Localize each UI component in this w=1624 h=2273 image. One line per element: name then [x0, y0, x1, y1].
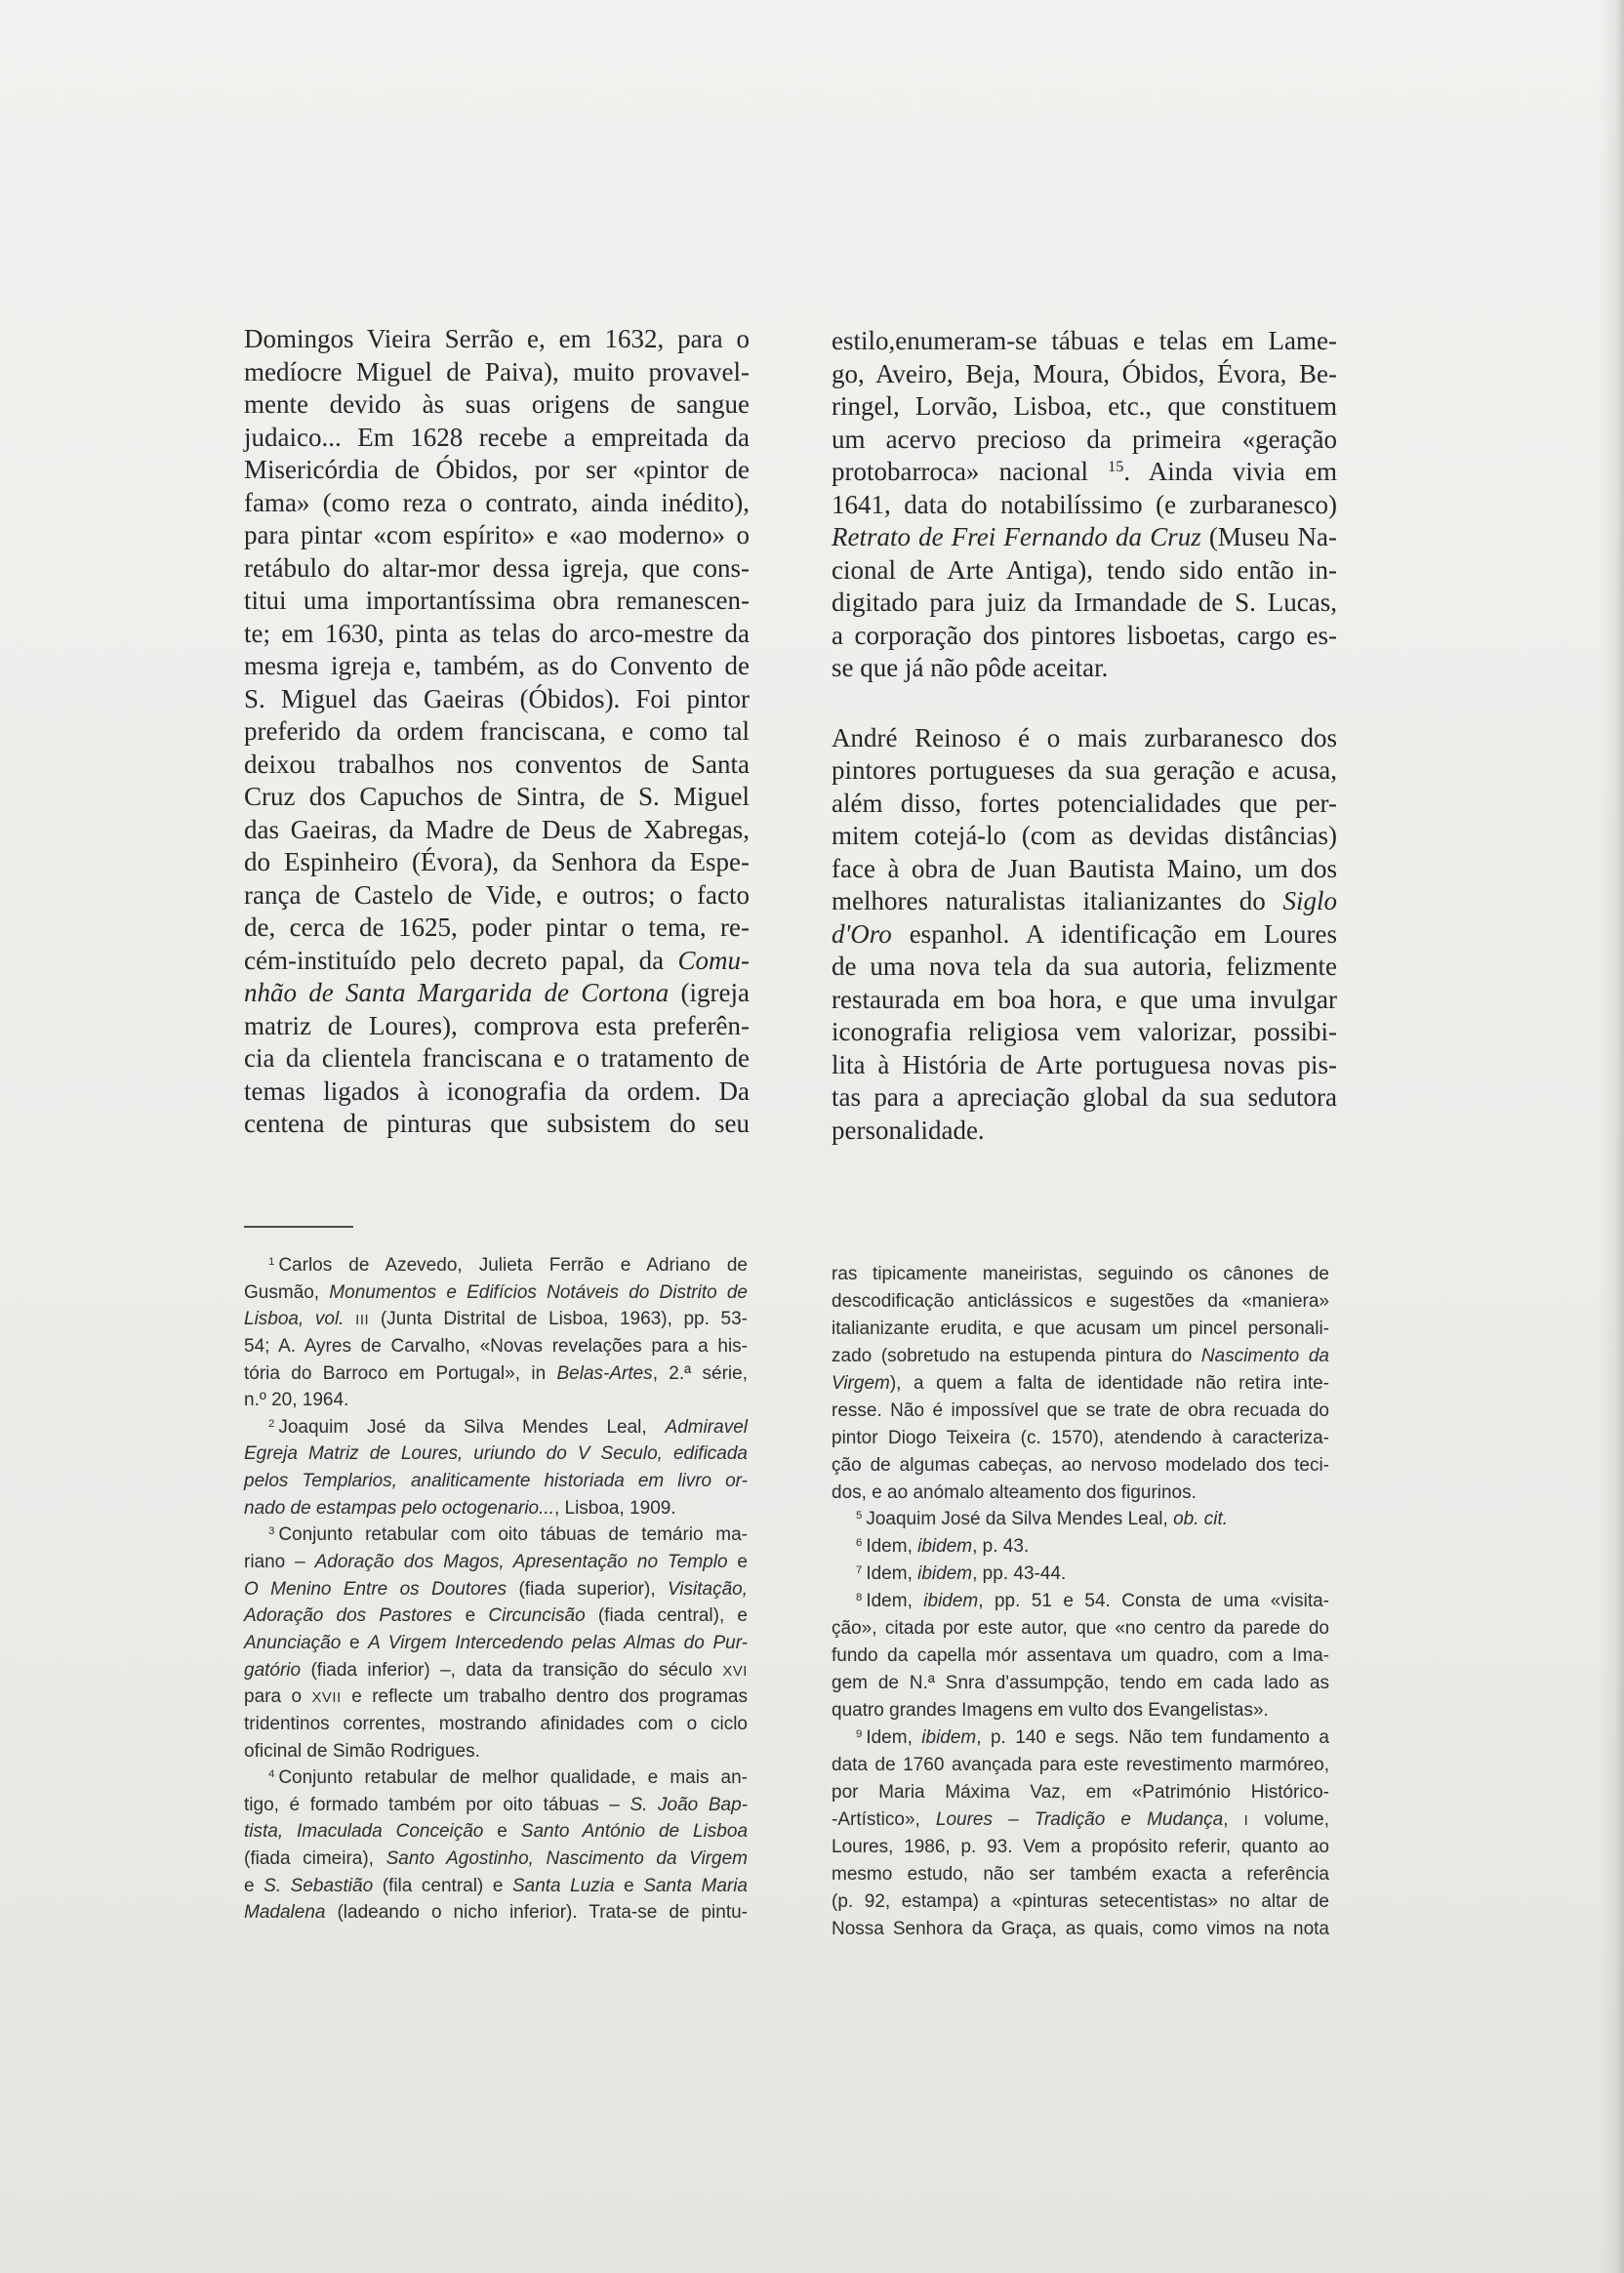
footnote [832, 1533, 1329, 1561]
footnote-number: 1 [268, 1255, 275, 1268]
text-line [832, 489, 1337, 522]
text-line [244, 977, 750, 1010]
text-run: medíocre Miguel de Paiva), muito provavel- [244, 356, 750, 386]
text-run: estilo,enumeram-se tábuas e telas em Lame- [832, 326, 1337, 355]
text-run: cia da clientela franciscana e o tratamento de [244, 1043, 750, 1073]
italic-text: Visitação, [667, 1578, 748, 1600]
footnote-line [832, 1670, 1329, 1697]
text-line [832, 554, 1337, 588]
italic-text: O Menino Entre os Doutores [244, 1578, 508, 1600]
text-line [244, 618, 750, 651]
italic-text: Egreja Matriz de Loures, uriundo do V Seculo, edificada [244, 1443, 748, 1465]
footnote-line [832, 1888, 1329, 1916]
footnote-line [244, 1684, 748, 1711]
footnote-line [244, 1846, 748, 1873]
italic-text: Nascimento da [1200, 1345, 1329, 1366]
italic-text: ob. cit. [1173, 1509, 1229, 1530]
text-run: judaico... Em 1628 recebe a empreitada da [244, 422, 750, 452]
text-run: ringel, Lorvão, Lisboa, etc., que constituem [832, 391, 1337, 421]
footnote-line [244, 1468, 748, 1495]
footnote-line [244, 1414, 748, 1441]
text-line [244, 814, 750, 847]
footnote-line [832, 1506, 1329, 1533]
text-line [832, 1115, 1337, 1148]
footnote-line [244, 1765, 748, 1792]
footnote-line [244, 1549, 748, 1576]
text-line [832, 1016, 1337, 1049]
text-run: mesma igreja e, também, as do Convento de [244, 651, 750, 680]
footnote-line [832, 1697, 1329, 1725]
footnote-line [244, 1495, 748, 1522]
text-run: (fiada central), e [585, 1605, 748, 1627]
footnote [832, 1506, 1329, 1533]
text-run: personalidade. [832, 1115, 985, 1145]
footnote [244, 1414, 748, 1522]
small-caps: XVI [722, 1663, 748, 1680]
main-text-left-column [244, 323, 750, 1141]
text-run: Idem, [866, 1563, 918, 1585]
small-caps: XVII [311, 1690, 342, 1707]
text-run: gem de N.ª Snra d'assumpção, tendo em cada lado as [832, 1673, 1329, 1694]
text-run: ção», citada por este autor, que «no centro da parede do [832, 1618, 1329, 1640]
superscript: 15 [1108, 458, 1124, 476]
text-run: e [452, 1605, 489, 1627]
footnote-line [832, 1725, 1329, 1752]
footnote-line [832, 1752, 1329, 1779]
text-line [244, 683, 750, 716]
footnote-line [244, 1630, 748, 1657]
italic-text: Anunciação [244, 1632, 342, 1653]
text-run: face à obra de Juan Bautista Maino, um dos [832, 853, 1337, 883]
text-run: deixou trabalhos nos conventos de Santa [244, 749, 750, 779]
italic-text: Santa Maria [643, 1875, 749, 1896]
text-line [244, 879, 750, 913]
text-run: riano – [244, 1552, 315, 1573]
footnote-number: 5 [856, 1510, 863, 1522]
footnote-number: 8 [856, 1591, 863, 1603]
text-run: go, Aveiro, Beja, Moura, Óbidos, Évora, Be- [832, 358, 1337, 388]
italic-text: d'Oro [832, 918, 892, 949]
text-line [244, 552, 750, 586]
text-run: para pintar «com espírito» e «ao moderno» o [244, 520, 750, 549]
footnotes-left-column [244, 1252, 748, 1927]
italic-text: Admiravel [665, 1416, 748, 1438]
text-line [832, 652, 1337, 685]
italic-text: Circuncisão [488, 1605, 586, 1627]
text-line [244, 749, 750, 782]
italic-text: nado de estampas pelo octogenario... [244, 1497, 554, 1519]
text-line [832, 754, 1337, 788]
italic-text: nhão de Santa Margarida de Cortona [244, 978, 670, 1007]
footnote [832, 1725, 1329, 1943]
footnote-number: 6 [856, 1537, 863, 1550]
text-line [832, 885, 1337, 918]
paragraph [832, 325, 1337, 685]
text-line [244, 388, 750, 422]
text-run: de, cerca de 1625, poder pintar o tema, re- [244, 913, 750, 942]
text-run: Domingos Vieira Serrão e, em 1632, para o [244, 324, 750, 353]
footnote-line [832, 1643, 1329, 1670]
footnote-line [244, 1306, 748, 1333]
text-run: volume, [1248, 1808, 1329, 1830]
text-run: , 2.ª série, [652, 1362, 748, 1384]
text-run: Idem, [866, 1536, 918, 1558]
text-run: pintores portugueses da sua geração e acusa, [832, 755, 1337, 785]
text-run: tória do Barroco em Portugal», in [244, 1362, 557, 1384]
text-run: centena de pinturas que subsistem do seu [244, 1109, 750, 1138]
text-run: preferido da ordem franciscana, e como tal [244, 716, 750, 746]
text-run: cional de Arte Antiga), tendo sido então in- [832, 554, 1337, 585]
text-run: por Maria Máxima Vaz, em «Património Histórico- [832, 1781, 1329, 1803]
footnote-line [832, 1425, 1329, 1452]
italic-text: Retrato de Frei Fernando da Cruz [832, 522, 1201, 551]
footnotes-right-column [832, 1261, 1329, 1942]
footnote-line [832, 1806, 1329, 1834]
text-line [832, 325, 1337, 358]
text-line [832, 820, 1337, 853]
main-text-right-column [832, 325, 1337, 1147]
text-line [832, 587, 1337, 620]
text-run: Joaquim José da Silva Mendes Leal, [866, 1509, 1174, 1530]
footnote-number: 2 [268, 1417, 275, 1430]
italic-text: Santo António de Lisboa [520, 1821, 749, 1843]
small-caps: I [1243, 1812, 1249, 1829]
text-line [244, 912, 750, 945]
footnote-line [832, 1316, 1329, 1343]
footnote-line [244, 1333, 748, 1360]
text-line [832, 390, 1337, 424]
text-run: Conjunto retabular com oito tábuas de temário ma- [278, 1524, 748, 1546]
text-run: S. Miguel das Gaeiras (Óbidos). Foi pintor [244, 683, 750, 713]
text-run [344, 1309, 355, 1329]
text-run: mente devido às suas origens de sangue [244, 389, 750, 419]
text-run: zado (sobretudo na estupenda pintura do [832, 1345, 1201, 1366]
text-line [244, 323, 750, 356]
text-run: André Reinoso é o mais zurbaranesco dos [832, 722, 1337, 752]
italic-text: Lisboa, vol. [244, 1309, 345, 1330]
text-run: do Espinheiro (Évora), da Senhora da Espe- [244, 847, 750, 876]
text-line [832, 951, 1337, 984]
text-run: descodificação anticlássicos e sugestões da «maniera» [832, 1290, 1329, 1312]
footnote-line [244, 1657, 748, 1684]
text-line [832, 984, 1337, 1017]
page-edge-shadow [1599, 0, 1624, 2273]
text-line [244, 1108, 750, 1141]
text-run: retábulo do altar-mor dessa igreja, que cons- [244, 552, 750, 583]
footnote-line [244, 1873, 748, 1900]
text-line [244, 1042, 750, 1076]
text-line [832, 1081, 1337, 1115]
text-line [244, 715, 750, 749]
text-run: n.º 20, 1964. [244, 1390, 349, 1411]
text-line [244, 1076, 750, 1109]
text-run: restaurada em boa hora, e que uma invulgar [832, 984, 1337, 1014]
italic-text: S. João Bap- [629, 1794, 748, 1815]
italic-text: ibidem [917, 1536, 973, 1558]
footnote-line [832, 1861, 1329, 1888]
text-line [244, 1010, 750, 1043]
italic-text: tista, Imaculada Conceição [244, 1821, 484, 1843]
italic-text: Monumentos e Edifícios Notáveis do Distrito de [329, 1281, 749, 1303]
text-line [832, 1049, 1337, 1082]
text-run: te; em 1630, pinta as telas do arco-mestre da [244, 618, 750, 648]
italic-text: Loures – Tradição e Mudança [935, 1808, 1224, 1830]
text-run: (fiada cimeira), [244, 1848, 386, 1870]
italic-text: A Virgem Intercedendo pelas Almas do Pur- [368, 1632, 748, 1653]
footnote-line [832, 1398, 1329, 1425]
text-run: e reflecte um trabalho dentro dos programas [341, 1686, 748, 1708]
text-run: rança de Castelo de Vide, e outros; o facto [244, 879, 750, 910]
footnote-line [244, 1711, 748, 1738]
text-run: ção de algumas cabeças, ao nervoso modelado dos teci- [832, 1454, 1329, 1476]
footnote-line [244, 1279, 748, 1307]
text-run: Gusmão, [244, 1281, 330, 1303]
text-line [244, 945, 750, 978]
text-run: fundo da capella mór assentava um quadro, com a Ima- [832, 1645, 1329, 1667]
text-run: e [614, 1875, 644, 1896]
italic-text: Madalena [244, 1902, 326, 1924]
footnote-line [832, 1779, 1329, 1806]
text-run: tigo, é formado também por oito tábuas – [244, 1794, 630, 1815]
footnote-number: 7 [856, 1564, 863, 1577]
text-run: tridentinos correntes, mostrando afinidades com o ciclo [244, 1713, 748, 1734]
footnote-line [832, 1452, 1329, 1480]
text-run: e [727, 1552, 748, 1573]
text-run: a corporação dos pintores lisboetas, cargo es- [832, 620, 1337, 650]
text-run: , p. 43. [972, 1536, 1030, 1558]
italic-text: Adoração dos Pastores [244, 1605, 453, 1627]
text-run: digitado para juiz da Irmandade de S. Lucas, [832, 588, 1337, 617]
text-line [244, 487, 750, 520]
text-run: Misericórdia de Óbidos, por ser «pintor de [244, 455, 750, 484]
footnote [244, 1522, 748, 1765]
text-run: ), a quem a falta de identidade não retira inte- [889, 1372, 1329, 1394]
text-run: quatro grandes Imagens em vulto dos Evangelistas». [832, 1700, 1269, 1721]
text-run: pintor Diogo Teixeira (c. 1570), atendendo à caracteriza- [832, 1427, 1329, 1448]
text-line [832, 521, 1337, 554]
text-line [832, 358, 1337, 391]
text-run: italianizante erudita, e que acusam um pincel personali- [832, 1318, 1329, 1339]
text-run: (fila central) e [373, 1875, 512, 1896]
italic-text: Santo Agostinho, Nascimento da Virgem [386, 1848, 749, 1870]
text-run: melhores naturalistas italianizantes do [832, 886, 1283, 915]
small-caps: III [355, 1313, 370, 1329]
text-run: Carlos de Azevedo, Julieta Ferrão e Adriano de [278, 1255, 748, 1276]
footnote-line [832, 1615, 1329, 1643]
text-line [244, 356, 750, 389]
text-run: de uma nova tela da sua autoria, felizmente [832, 952, 1337, 981]
footnote-number: 3 [268, 1525, 275, 1538]
text-run: e [341, 1632, 369, 1653]
text-run: Nossa Senhora da Graça, as quais, como vimos na nota [832, 1918, 1329, 1939]
text-run: dos, e ao anómalo alteamento dos figurinos. [832, 1482, 1197, 1503]
paragraph [244, 323, 750, 1141]
text-run: (fiada superior), [507, 1578, 668, 1600]
footnote-line [832, 1916, 1329, 1943]
text-line [244, 519, 750, 552]
text-run: data de 1760 avançada para este revestimento marmóreo, [832, 1754, 1329, 1775]
footnote-line [244, 1252, 748, 1279]
text-run: Idem, [866, 1591, 924, 1612]
text-run: matriz de Loures), comprova esta preferên- [244, 1010, 750, 1040]
text-line [244, 650, 750, 683]
text-run: Idem, [866, 1726, 922, 1748]
text-run: (Junta Distrital de Lisboa, 1963), pp. 53- [369, 1309, 748, 1330]
footnote [244, 1252, 748, 1414]
text-run: protobarroca» nacional [832, 457, 1109, 486]
footnote-line [832, 1834, 1329, 1861]
text-run: oficinal de Simão Rodrigues. [244, 1740, 480, 1762]
footnote-line [244, 1818, 748, 1846]
text-run: . Ainda vivia em [1123, 457, 1337, 486]
italic-text: Siglo [1282, 886, 1337, 915]
text-line [832, 620, 1337, 653]
text-run: , pp. 43-44. [972, 1563, 1067, 1585]
text-line [244, 585, 750, 618]
text-run: , p. 140 e segs. Não tem fundamento a [976, 1726, 1329, 1748]
footnote-line [244, 1792, 748, 1819]
italic-text: Virgem [832, 1372, 890, 1394]
text-run: além disso, fortes potencialidades que per- [832, 788, 1337, 818]
footnote-line [832, 1533, 1329, 1561]
text-line [832, 853, 1337, 886]
text-line [832, 456, 1337, 489]
footnote-line [832, 1343, 1329, 1370]
text-run: mesmo estudo, não ser também exacta a referência [832, 1863, 1329, 1885]
italic-text: pelos Templarios, analiticamente historiada em livro or- [244, 1471, 748, 1492]
text-run: , pp. 51 e 54. Consta de uma «visita- [978, 1591, 1329, 1612]
text-line [244, 846, 750, 879]
text-run: um acervo precioso da primeira «geração [832, 424, 1337, 454]
footnote-line [244, 1738, 748, 1766]
text-line [832, 918, 1337, 952]
footnote-line [244, 1387, 748, 1414]
text-line [244, 781, 750, 814]
italic-text: Santa Luzia [511, 1875, 615, 1896]
footnote-number: 4 [268, 1767, 275, 1780]
text-run: e [483, 1821, 521, 1843]
footnote-number: 9 [856, 1727, 863, 1740]
italic-text: ibidem [923, 1591, 979, 1612]
text-run: mitem cotejá-lo (com as devidas distâncias) [832, 821, 1337, 850]
italic-text: ibidem [921, 1726, 977, 1748]
text-run: Conjunto retabular de melhor qualidade, e mais an- [278, 1767, 748, 1789]
text-run: Loures, 1986, p. 93. Vem a propósito referir, quanto ao [832, 1836, 1329, 1857]
footnote-separator-rule [244, 1226, 353, 1228]
text-run: espanhol. A identificação em Loures [891, 918, 1337, 949]
footnote-line [244, 1441, 748, 1468]
text-run: temas ligados à iconografia da ordem. Da [244, 1076, 750, 1106]
text-run: (fiada inferior) –, data da transição do século [301, 1659, 723, 1681]
footnote-line [244, 1360, 748, 1388]
footnote-line [244, 1899, 748, 1927]
footnote-line [832, 1261, 1329, 1288]
text-run: ras tipicamente maneiristas, seguindo os cânones de [832, 1264, 1329, 1284]
footnote-line [832, 1370, 1329, 1398]
text-run: (p. 92, estampa) a «pinturas setecentistas» no altar de [832, 1890, 1329, 1912]
text-run: -Artístico», [832, 1808, 936, 1830]
italic-text: ibidem [917, 1563, 973, 1585]
footnote-line [832, 1480, 1329, 1507]
text-run: titui uma importantíssima obra remanescen- [244, 586, 750, 615]
text-line [832, 788, 1337, 821]
text-run: tas para a apreciação global da sua sedutora [832, 1082, 1337, 1112]
text-run: (ladeando o nicho inferior). Trata-se de pintu- [325, 1902, 748, 1924]
text-line [832, 424, 1337, 457]
italic-text: Adoração dos Magos, Apresentação no Templo [314, 1552, 728, 1573]
text-run: cém-instituído pelo decreto papal, da [244, 945, 678, 975]
text-run: resse. Não é impossível que se trate de obra recuada do [832, 1400, 1329, 1421]
text-run: lita à História de Arte portuguesa novas pis- [832, 1049, 1337, 1079]
footnote-line [244, 1522, 748, 1549]
italic-text: S. Sebastião [264, 1875, 374, 1896]
text-run: (Museu Na- [1200, 522, 1338, 551]
text-line [244, 422, 750, 455]
footnote [832, 1588, 1329, 1725]
text-run: se que já não pôde aceitar. [832, 653, 1109, 682]
text-line [832, 722, 1337, 755]
italic-text: Belas-Artes [556, 1362, 653, 1384]
footnote-line [832, 1288, 1329, 1316]
text-line [244, 454, 750, 487]
text-run: iconografia religiosa vem valorizar, possibi- [832, 1017, 1337, 1046]
text-run: das Gaeiras, da Madre de Deus de Xabregas, [244, 814, 750, 844]
text-run: , [1223, 1808, 1244, 1830]
footnote-line [244, 1603, 748, 1630]
text-run: 1641, data do notabilíssimo (e zurbaranesco) [832, 489, 1337, 519]
text-run: (igreja [669, 978, 750, 1007]
text-run: 54; A. Ayres de Carvalho, «Novas revelações para a his- [244, 1335, 748, 1357]
italic-text: Comu- [677, 945, 750, 975]
footnote-line [832, 1561, 1329, 1588]
paragraph [832, 722, 1337, 1148]
italic-text: gatório [244, 1659, 302, 1681]
text-run: fama» (como reza o contrato, ainda inédito), [244, 487, 750, 517]
footnote [832, 1561, 1329, 1588]
footnote [244, 1765, 748, 1927]
text-run: e [244, 1875, 264, 1896]
footnote-line [244, 1576, 748, 1603]
text-run: Cruz dos Capuchos de Sintra, de S. Miguel [244, 782, 750, 811]
text-run: para o [244, 1686, 312, 1708]
text-run: Joaquim José da Silva Mendes Leal, [278, 1416, 666, 1438]
text-run: , Lisboa, 1909. [553, 1497, 676, 1519]
footnote-line [832, 1588, 1329, 1615]
footnote [832, 1261, 1329, 1506]
